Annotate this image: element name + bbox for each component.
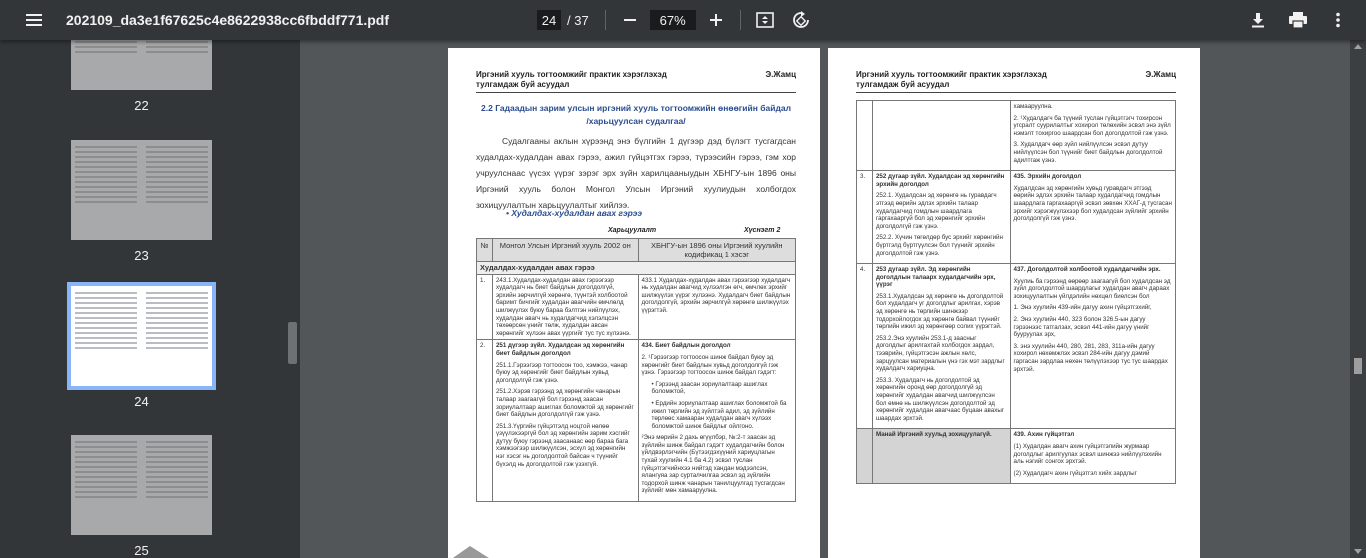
thumbnail-page-23[interactable] — [71, 140, 212, 263]
pdf-toolbar — [0, 0, 1366, 40]
more-vert-icon — [1335, 12, 1341, 28]
watermark-logo — [448, 538, 498, 558]
article-title: 439. Ахин гүйцэтгэл — [1013, 431, 1075, 439]
document-viewer — [300, 40, 1350, 558]
mongolia-cell — [872, 171, 1010, 264]
thumbnail-label: 24 — [134, 394, 149, 409]
list-item: 3. энэ хуулийн 440, 280, 281, 283, 311а-ийн дагуу хохирол нөхөмжлэх эсвэл 284-ийн дагуу дэмий гаргасан зардлаа нөхөн төлүүлэхээр тус тус шаардах эрхтэй. — [1013, 342, 1168, 373]
thumbnail-image — [71, 140, 212, 240]
table-header-row — [477, 239, 796, 262]
page-zoom-controls — [537, 0, 815, 40]
page-header — [476, 70, 796, 93]
print-icon — [1289, 12, 1307, 28]
article-title: 437. Доголдолтой холбоотой худалдагчийн эрх. — [1013, 266, 1161, 274]
list-item-text: Гэрээнд заасан зориулалтаар ашиглах боломжтой, — [651, 380, 768, 396]
file-actions — [1244, 0, 1352, 40]
row-number: 4. — [857, 264, 873, 429]
mongolia-cell — [872, 264, 1010, 429]
page-header-author: Э.Жамц — [765, 70, 796, 79]
section-title — [476, 102, 796, 128]
viewer-scrollbar[interactable] — [1350, 40, 1366, 558]
header-germany: ХБНГУ-ын 1896 оны Иргэний хуулийн кодификац 1 хэсэг — [638, 239, 796, 262]
thumbnail-page-25[interactable] — [71, 435, 212, 558]
article-paragraph: 2. ¹Гэрээгээр тогтоосон шинж байдал буюу эд хөрөнгийг биет байдлын хувьд доголдолгүй гэж үзнэ. Гэрээгээр тогтоосон шинж байдал гэдэгт: — [641, 353, 779, 377]
germany-cell — [1010, 171, 1175, 264]
page-header-author: Э.Жамц — [1145, 70, 1176, 79]
header-no: № — [477, 239, 493, 262]
document-title: 202109_da3e1f67625c4e8622938cc6fbddf771.pdf — [66, 12, 390, 28]
menu-button[interactable] — [16, 2, 52, 38]
article-paragraph: 253.3. Худалдагч нь доголдолтой эд хөрөнгийн оронд өөр доголдолгүй эд хөрөнгийг худалдан авагчид шилжүүлсэн бол өмнө нь шилжүүлсэн доголдолтой эд хөрөнгийг худалдан авагчаас буцаан авахыг шаардах эрхтэй. — [875, 376, 1005, 422]
print-button[interactable] — [1284, 6, 1312, 34]
row-number: 3. — [857, 171, 873, 264]
article-title: 434. Биет байдлын доголдол — [641, 342, 731, 350]
article-paragraph: 252.2. Хүчин төгөлдөр бус эрхийг хөрөнгийн бүртгэлд бүртгүүлсэн бол түүнийг эрхийн доголдолтой гэж үзнэ. — [875, 234, 1003, 257]
header-mongolia: Монгол Улсын Иргэний хууль 2002 он — [492, 239, 638, 262]
table-row — [477, 340, 796, 502]
thumbnail-label: 22 — [134, 98, 149, 113]
article-paragraph: (2) Худалдагч ахин гүйцэтгэл хийх зардлыг — [1013, 469, 1137, 477]
sidebar-scrollbar[interactable] — [286, 40, 298, 558]
mongolia-cell — [492, 340, 638, 502]
germany-cell — [638, 340, 796, 502]
article-title: Манай Иргэний хуульд зохицуулагүй. — [875, 431, 992, 439]
rotate-icon — [792, 11, 810, 29]
germany-cell — [1010, 264, 1175, 429]
table-row — [857, 171, 1176, 264]
zoom-out-button[interactable] — [616, 6, 644, 34]
article-title: 252 дугаар зүйл. Худалдсан эд хөрөнгийн эрхийн доголдол — [875, 173, 1005, 188]
article-title: 435. Эрхийн доголдол — [1013, 173, 1082, 181]
thumbnail-page-24[interactable] — [71, 286, 212, 409]
fit-to-page-button[interactable] — [751, 6, 779, 34]
germany-cell — [1010, 429, 1175, 484]
zoom-in-button[interactable] — [702, 6, 730, 34]
thumbnail-sidebar — [0, 40, 300, 558]
intro-paragraph: Судалгааны аклын хүрээнд энэ бүлгийн 1 дүгээр дэд бүлэгт тусгагдсан худалдах-худалдан авах гэрээ, ажил гүйцэтгэх гэрээ, түрээсийн гэрээ, гэм хор учруулснаас үүсэх үүрэг зэрэг эрх зүйн харилцааныудын ХБНГУ-ын 1896 оны Иргэний хууль болон Монгол Улсын Иргэний хуулиудын холбогдох зохицуулалтын харьцуулалтыг хийлээ. — [476, 136, 796, 210]
table-row — [477, 274, 796, 340]
pdf-page-left — [448, 48, 820, 558]
row-number — [857, 101, 873, 171]
page-number-input[interactable]: 24 — [537, 10, 561, 30]
thumbnail-image — [71, 286, 212, 386]
thumbnail-image — [71, 40, 212, 90]
thumbnail-label: 23 — [134, 248, 149, 263]
section-title-line-2: /харьцуулсан судалгаа/ — [586, 116, 686, 126]
article-paragraph: 3. Худалдагч өөр зүйл нийлүүлсэн эсвэл дутуу нийлүүлсэн бол түүнийг биет байдлын доголдолтой адилтгаж үзнэ. — [1013, 141, 1163, 164]
download-icon — [1250, 12, 1266, 28]
list-item-text: Ердийн зориулалтаар ашиглах боломжтой ба ижил төрлийн эд зүйлтэй адил, эд зүйлийн төрлөөс хамааран худалдан авагч хүлээх боломжтой шинж байдлыг ойлгоно. — [651, 399, 787, 430]
more-actions-button[interactable] — [1324, 6, 1352, 34]
mongolia-cell — [872, 101, 1010, 171]
toolbar-divider — [740, 10, 741, 30]
viewer-scroll-thumb[interactable] — [1354, 358, 1362, 374]
bullet-text: Худалдах-худалдан авах гэрээ — [511, 208, 643, 218]
germany-cell — [1010, 101, 1175, 171]
article-paragraph: 251.2.Хэрэв гэрээнд эд хөрөнгийн чанарын талаар заагаагүй бол гэрээнд заасан зориулалтаар ашиглах боломжтой эд хөрөнгийг биет байдлын доголдолгүй гэж үзнэ. — [495, 388, 634, 419]
article-paragraph: 251.3.Үүргийн гүйцэтгэлд ноцтой нөлөө үзүүлэхээргүй бол эд хөрөнгийн зарим хэсгийг дутуу буюу гэрээнд заасанаас өөр бараа бага хэмжээгээр шилжүүлсэн, эсхүл эд хөрөнгийн нэг хэсэг нь доголдолтой байсан ч түүнийг бүхэлд нь доголдолтой гэж үзэхгүй. — [495, 422, 630, 468]
list-item: • Гэрээнд заасан зориулалтаар ашиглах боломжтой, — [651, 380, 768, 396]
minus-icon — [623, 13, 637, 27]
plus-icon — [709, 13, 723, 27]
table-row — [857, 264, 1176, 429]
zoom-input[interactable]: 67% — [650, 10, 696, 30]
sidebar-scroll-thumb[interactable] — [288, 322, 297, 364]
mongolia-cell — [872, 429, 1010, 484]
page-total: / 37 — [567, 12, 589, 28]
list-item: 1. Энэ хуулийн 439-ийн дагуу ахин гүйцэтгэхийг, — [1013, 304, 1152, 312]
list-item: • Ердийн зориулалтаар ашиглах боломжтой ба ижил төрлийн эд зүйлтэй адил, эд зүйлийн төрлөөс хамааран худалдан авагч хүлээх боломжтой шинж байдлыг ойлгоно. — [651, 399, 787, 430]
table-subheader-row — [477, 262, 796, 275]
article-title: 251 дүгээр зүйл. Худалдсан эд хөрөнгийн биет байдлын доголдол — [495, 342, 625, 357]
article-paragraph: 251.1.Гэрээгээр тогтоосон тоо, хэмжээ, чанар буюу эд хөрөнгийг биет байдлын хувьд доголдолгүй гэж үзнэ. — [495, 361, 628, 384]
page-header-title: Иргэний хууль тогтоомжийг практик хэрэглэхэд тулгамдаж буй асуудал — [476, 70, 667, 89]
table-row — [857, 101, 1176, 171]
scroll-down-arrow-icon[interactable] — [1354, 549, 1362, 554]
download-button[interactable] — [1244, 6, 1272, 34]
row-number: 2. — [477, 340, 493, 502]
comparison-table-continued — [856, 100, 1176, 484]
table-caption-right: Хүснэгт 2 — [744, 227, 781, 234]
table-subheader: Худалдах-худалдан авах гэрээ — [477, 262, 796, 275]
mongolia-cell: 243.1.Худалдах-худалдан авах гэрээгээр худалдагч нь биет байдлын доголдолгүй, эрхийн зөрчилгүй хөрөнгө, түүнтэй холбоотой баримт бичгийг худалдан авагчийн өмчлөлд шилжүүлэх буюу бараа бэлтгэн нийлүүлэх, худалдан авагч нь худалдагчид хэлэлцсэн төхөөрсөн үнийг төлж, худалдан авсан хөрөнгийг хүлээн авах үүргийг тус тус хүлээнэ. — [492, 274, 638, 340]
article-paragraph: Худалдсан эд хөрөнгийн хувьд гуравдагч этгээд өөрийн эдлэх эрхийн талаар худалдагчид гомдлын шаардлага гаргахааргүй эсвэл зөвхөн ХХАГ-д тусгасан эрхийг хэрэгжүүлэхээр бол худалдсан зүйлийг эрхийн доголдолгүй гэж үзнэ. — [1013, 184, 1172, 223]
rotate-button[interactable] — [787, 6, 815, 34]
article-paragraph: 252.1. Худалдсан эд хөрөнгө нь гуравдагч этгээд өөрийн эдлэх эрхийн талаар худалдагчид гомдлын шаардлага гаргахааргүй бол эд хөрөнгийг эрхийн доголдолгүй гэж үзнэ. — [875, 192, 997, 230]
bullet-heading: • Худалдах-худалдан авах гэрээ — [506, 208, 643, 218]
germany-cell: 433.1 Худалдах-худалдан авах гэрээгээр худалдагч нь худалдан авагчид хүлээлгэн өгч, өмчлөх эрхийг шилжүүлэх үүрэг хүлээнэ. Худалдагч биет байдлын доголдолгүй, эрхийн зөрчилгүй хөрөнгө шилжүүлэх үүрэгтэй. — [638, 274, 796, 340]
scroll-up-arrow-icon[interactable] — [1354, 44, 1362, 49]
article-paragraph: Хуулиь ба гэрээнд өөрөөр заагаагүй бол худалдсан эд зүйл доголдолтой шаардлагыг худалдан авагч дараах зохицуулалтын үйлдэлийн нөхцөл биелсэн бол — [1013, 277, 1171, 300]
thumbnail-page-22[interactable] — [71, 40, 212, 113]
toolbar-divider — [605, 10, 606, 30]
article-title: 253 дугаар зүйл. Эд хөрөнгийн доголдлын талаарх худалдагчийн эрх, үүрэг — [875, 266, 996, 289]
table-caption-left: Харьцуулалт — [608, 227, 657, 234]
page-header-title: Иргэний хууль тогтоомжийг практик хэрэглэхэд тулгамдаж буй асуудал — [856, 70, 1047, 89]
pdf-page-right — [828, 48, 1200, 558]
list-item: 2. Энэ хуулийн 440, 323 болон 326.5-ын дагуу гэрээнээс татгалзах, эсвэл 441-ийн дагуу үнийг бууруулах эрх, — [1013, 316, 1150, 339]
article-paragraph: ²Энэ мөрийн 2 дахь өгүүлбэр, №:2-т заасан эд зүйлийн шинж байдал гэдэгт худалдагчийн болон үйлдвэрлэгчийн (Бүтээгдэхүүний хариуцлагын тухай хуулийн 4.1 ба 4.2) эсвэл туслан гүйцэтгэгчийнхээ нийтэд хандан мэдээлсэн, ялангуяа зар сурталчилгаа эсвэл эд зүйлийн тодорхой шинж чанарын танилцуулгад тусгагдсан зүйлийг мөн хамааруулна. — [641, 434, 785, 495]
hamburger-icon — [26, 14, 42, 26]
section-title-line-1: 2.2 Гадаадын зарим улсын иргэний хууль тогтоомжийн өнөөгийн байдал — [481, 103, 791, 113]
article-paragraph: 253.2.Энэ хуулийн 253.1-д заасныг доголдлыг арилгахтай холбогдох зардал, тээврийн, гүйцэтгэсэн ажлын хөлс, зарцуулсан материалын үнэ гэх мэт зардлыг худалдагч хариуцна. — [875, 334, 1005, 373]
row-number — [857, 429, 873, 484]
thumbnail-label: 25 — [134, 543, 149, 558]
fit-page-icon — [756, 12, 774, 28]
article-paragraph: (1) Худалдан авагч ахин гүйцэтгэлийн журмаар доголдлыг арилгуулах эсвэл шинжээ нийлүүлэхийн аль нэгийг сонгох эрхтэй. — [1013, 442, 1162, 466]
thumbnail-image — [71, 435, 212, 535]
table-row — [857, 429, 1176, 484]
article-paragraph: хамааруулна. — [1013, 103, 1053, 110]
article-paragraph: 2. ¹Худалдагч ба түүний туслан гүйцэтгэгч тохирсон угсралт суурилалтыг хохирол төлөхийн эсвэл энэ зүйл нэмэлт тохиргоо шаардсан бол доголдолтой гэж үзнэ. — [1013, 114, 1171, 137]
row-number: 1. — [477, 274, 493, 340]
page-header — [856, 70, 1176, 93]
comparison-table — [476, 238, 796, 502]
article-paragraph: 253.1.Худалдсан эд хөрөнгө нь доголдолтой бол худалдагч уг доголдлыг арилгах, хэрэв эд хөрөнгө нь төрлийн шинжээр тодорхойлогдох эд хөрөнгө байвал түүнийг төрлийн ижил эд хөрөнгөөр солих үүрэгтэй. — [875, 292, 1004, 331]
